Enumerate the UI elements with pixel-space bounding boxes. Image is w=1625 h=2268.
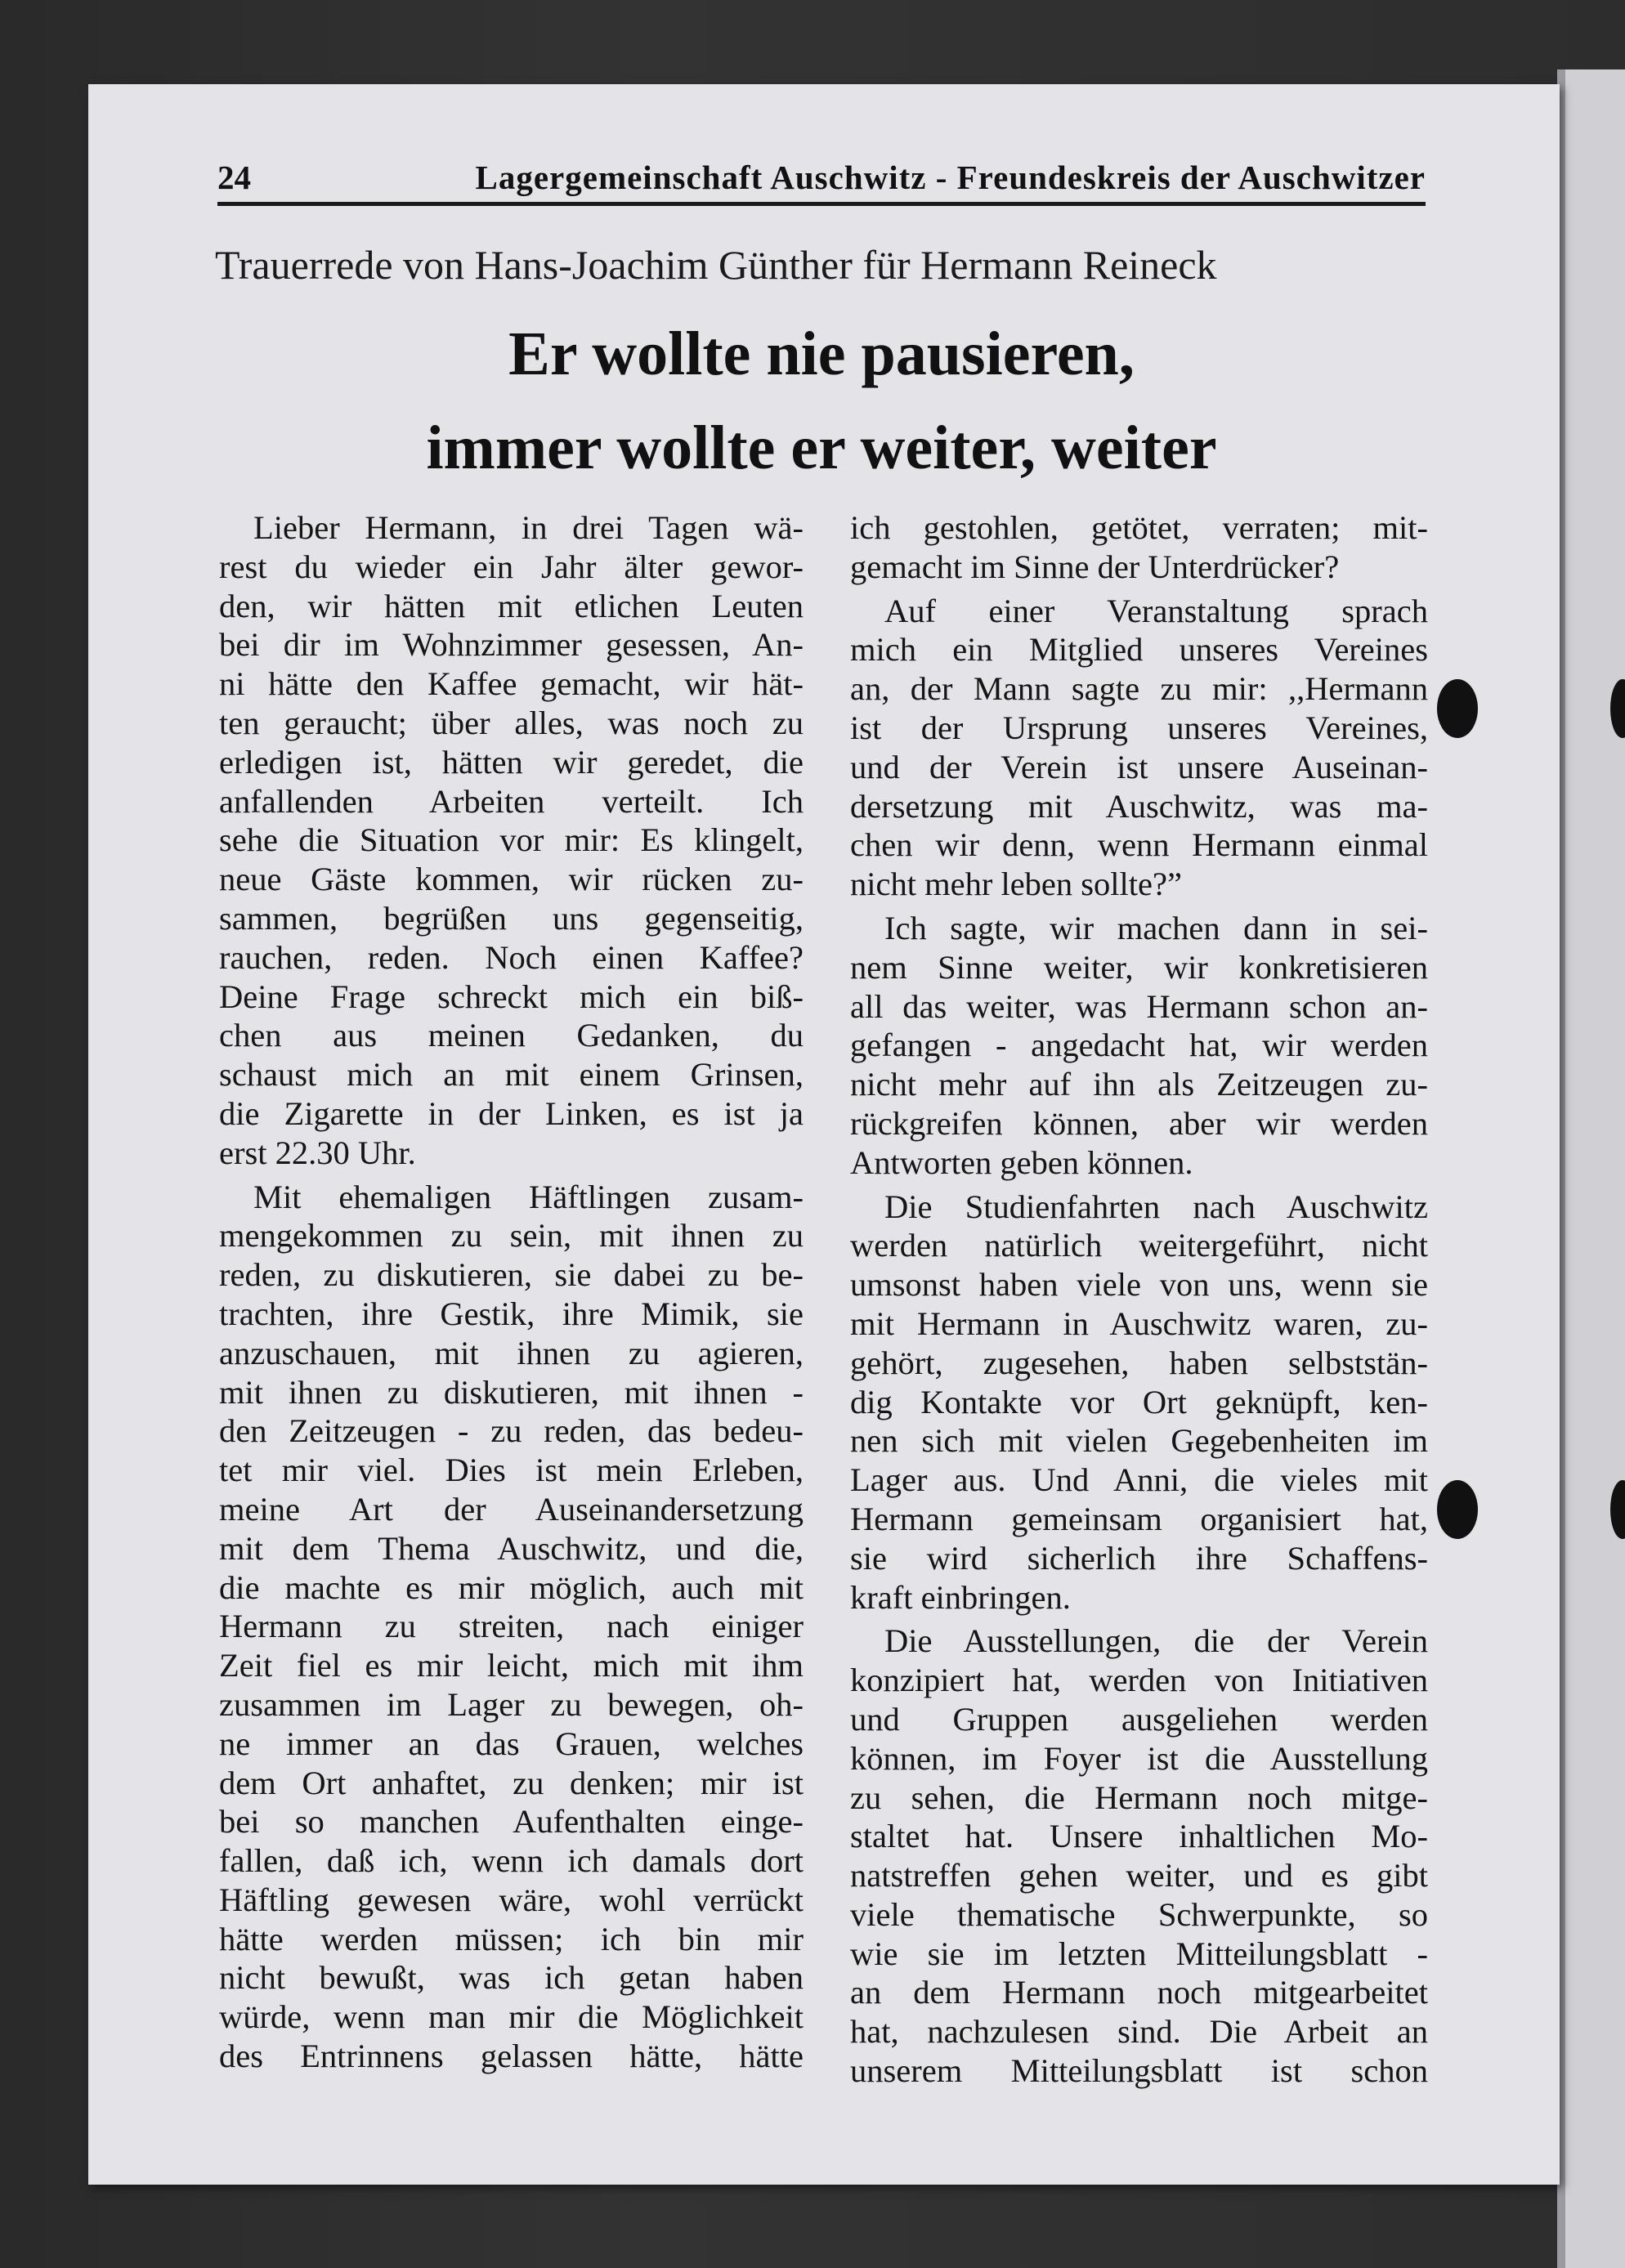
- text-line: den Zeitzeugen - zu reden, das bedeu-: [219, 1412, 804, 1450]
- text-line: würde, wenn man mir die Möglichkeit: [219, 1998, 804, 2036]
- text-line: den, wir hätten mit etlichen Leuten: [219, 587, 804, 624]
- text-line: anzuschauen, mit ihnen zu agieren,: [219, 1334, 804, 1371]
- text-line: mit dem Thema Auschwitz, und die,: [219, 1529, 804, 1567]
- text-line: sehe die Situation vor mir: Es klingelt,: [219, 821, 804, 859]
- text-line: erst 22.30 Uhr.: [219, 1134, 416, 1171]
- text-line: und der Verein ist unsere Auseinan-: [850, 748, 1428, 785]
- text-line: hätte werden müssen; ich bin mir: [219, 1920, 804, 1957]
- text-line: unserem Mitteilungsblatt ist schon: [850, 2052, 1428, 2090]
- text-line: fallen, daß ich, wenn ich damals dort: [219, 1842, 804, 1880]
- text-line: mit Hermann in Auschwitz waren, zu-: [850, 1304, 1428, 1342]
- text-line: Lieber Hermann, in drei Tagen wä-: [253, 509, 804, 546]
- right-text-column: [850, 508, 1428, 2091]
- text-line: schaust mich an mit einem Grinsen,: [219, 1056, 804, 1094]
- text-line: all das weiter, was Hermann schon an-: [850, 987, 1428, 1025]
- text-line: Hermann zu streiten, nach einiger: [219, 1608, 804, 1645]
- text-line: Mit ehemaligen Häftlingen zusam-: [253, 1178, 804, 1215]
- text-line: umsonst haben viele von uns, wenn sie: [850, 1266, 1428, 1304]
- text-line: dersetzung mit Auschwitz, was ma-: [850, 787, 1428, 825]
- text-line: Häftling gewesen wäre, wohl verrückt: [219, 1881, 804, 1918]
- publication-title: Lagergemeinschaft Auschwitz - Freundeskreis der Auschwitzer: [475, 159, 1426, 196]
- text-line: chen wir denn, wenn Hermann einmal: [850, 826, 1428, 864]
- text-line: trachten, ihre Gestik, ihre Mimik, sie: [219, 1295, 804, 1332]
- text-line: ni hätte den Kaffee gemacht, wir hät-: [219, 665, 804, 703]
- text-line: nen sich mit vielen Gegebenheiten im: [850, 1422, 1428, 1460]
- text-line: wie sie im letzten Mitteilungsblatt -: [850, 1935, 1428, 1972]
- text-line: gehört, zugesehen, haben selbststän-: [850, 1344, 1428, 1381]
- headline-line-2: immer wollte er weiter, weiter: [426, 414, 1217, 482]
- text-line: erledigen ist, hätten wir geredet, die: [219, 743, 804, 781]
- text-line: ten geraucht; über alles, was noch zu: [219, 704, 804, 741]
- left-text-column: [219, 508, 804, 2076]
- text-line: an dem Hermann noch mitgearbeitet: [850, 1974, 1428, 2011]
- text-line: ich gestohlen, getötet, verraten; mit-: [850, 509, 1428, 546]
- text-line: Die Ausstellungen, die der Verein: [884, 1622, 1428, 1660]
- text-line: zusammen im Lager zu bewegen, oh-: [219, 1685, 804, 1723]
- text-line: zu sehen, die Hermann noch mitge-: [850, 1778, 1428, 1816]
- text-line: gefangen - angedacht hat, wir werden: [850, 1027, 1428, 1064]
- text-line: natstreffen gehen weiter, und es gibt: [850, 1857, 1428, 1894]
- text-line: Die Studienfahrten nach Auschwitz: [884, 1188, 1428, 1225]
- text-line: kraft einbringen.: [850, 1578, 1071, 1616]
- text-line: tet mir viel. Dies ist mein Erleben,: [219, 1452, 804, 1489]
- text-line: rückgreifen können, aber wir werden: [850, 1104, 1428, 1142]
- text-line: nem Sinne weiter, wir konkretisieren: [850, 948, 1428, 986]
- article-kicker: Trauerrede von Hans-Joachim Günther für Hermann Reineck: [215, 242, 1217, 288]
- text-line: Lager aus. Und Anni, die vieles mit: [850, 1461, 1428, 1499]
- text-line: Zeit fiel es mir leicht, mich mit ihm: [219, 1647, 804, 1684]
- paragraph: [850, 508, 1428, 587]
- text-line: staltet hat. Unsere inhaltlichen Mo-: [850, 1818, 1428, 1855]
- text-line: Ich sagte, wir machen dann in sei-: [884, 909, 1428, 946]
- text-line: mit ihnen zu diskutieren, mit ihnen -: [219, 1373, 804, 1411]
- paragraph: [850, 909, 1428, 1183]
- paragraph: [219, 508, 804, 1173]
- text-line: nicht mehr leben sollte?”: [850, 866, 1182, 903]
- text-line: sie wird sicherlich ihre Schaffens-: [850, 1539, 1428, 1577]
- text-line: des Entrinnens gelassen hätte, hätte: [219, 2038, 804, 2075]
- text-line: meine Art der Auseinandersetzung: [219, 1490, 804, 1528]
- paragraph: [850, 592, 1428, 904]
- paragraph: [850, 1188, 1428, 1617]
- text-line: bei so manchen Aufenthalten einge-: [219, 1803, 804, 1841]
- text-line: rest du wieder ein Jahr älter gewor-: [219, 548, 804, 585]
- text-line: ist der Ursprung unseres Vereines,: [850, 709, 1428, 746]
- text-line: hat, nachzulesen sind. Die Arbeit an: [850, 2013, 1428, 2051]
- text-line: konzipiert hat, werden von Initiativen: [850, 1662, 1428, 1699]
- text-line: anfallenden Arbeiten verteilt. Ich: [219, 782, 804, 820]
- text-line: dig Kontakte vor Ort geknüpft, ken-: [850, 1383, 1428, 1420]
- punch-hole: [1437, 679, 1478, 738]
- text-line: gemacht im Sinne der Unterdrücker?: [850, 548, 1340, 585]
- text-line: können, im Foyer ist die Ausstellung: [850, 1739, 1428, 1777]
- text-line: reden, zu diskutieren, sie dabei zu be-: [219, 1256, 804, 1294]
- punch-hole: [1437, 1480, 1478, 1539]
- text-line: dem Ort anhaftet, zu denken; mir ist: [219, 1764, 804, 1801]
- page-number: 24: [217, 159, 251, 196]
- text-line: viele thematische Schwerpunkte, so: [850, 1895, 1428, 1933]
- text-line: die Zigarette in der Linken, es ist ja: [219, 1094, 804, 1132]
- running-header: [217, 153, 1426, 206]
- text-line: die machte es mir möglich, auch mit: [219, 1568, 804, 1606]
- adjacent-page: [1557, 69, 1625, 2268]
- paragraph: [219, 1178, 804, 2076]
- text-line: an, der Mann sagte zu mir: ,,Hermann: [850, 670, 1428, 708]
- text-line: nicht mehr auf ihn als Zeitzeugen zu-: [850, 1066, 1428, 1103]
- headline-line-1: Er wollte nie pausieren,: [508, 320, 1135, 388]
- text-line: Auf einer Veranstaltung sprach: [884, 592, 1428, 629]
- text-line: sammen, begrüßen uns gegenseitig,: [219, 899, 804, 937]
- text-line: bei dir im Wohnzimmer gesessen, An-: [219, 626, 804, 664]
- text-line: ne immer an das Grauen, welches: [219, 1724, 804, 1762]
- text-line: und Gruppen ausgeliehen werden: [850, 1700, 1428, 1738]
- text-line: Hermann gemeinsam organisiert hat,: [850, 1500, 1428, 1537]
- text-line: werden natürlich weitergeführt, nicht: [850, 1227, 1428, 1264]
- text-line: mengekommen zu sein, mit ihnen zu: [219, 1217, 804, 1255]
- text-line: Deine Frage schreckt mich ein biß-: [219, 977, 804, 1015]
- text-line: chen aus meinen Gedanken, du: [219, 1017, 804, 1054]
- text-line: rauchen, reden. Noch einen Kaffee?: [219, 938, 804, 976]
- text-line: nicht bewußt, was ich getan haben: [219, 1959, 804, 1997]
- text-line: neue Gäste kommen, wir rücken zu-: [219, 861, 804, 898]
- paragraph: [850, 1622, 1428, 2091]
- text-line: Antworten geben können.: [850, 1143, 1193, 1181]
- text-line: mich ein Mitglied unseres Vereines: [850, 631, 1428, 669]
